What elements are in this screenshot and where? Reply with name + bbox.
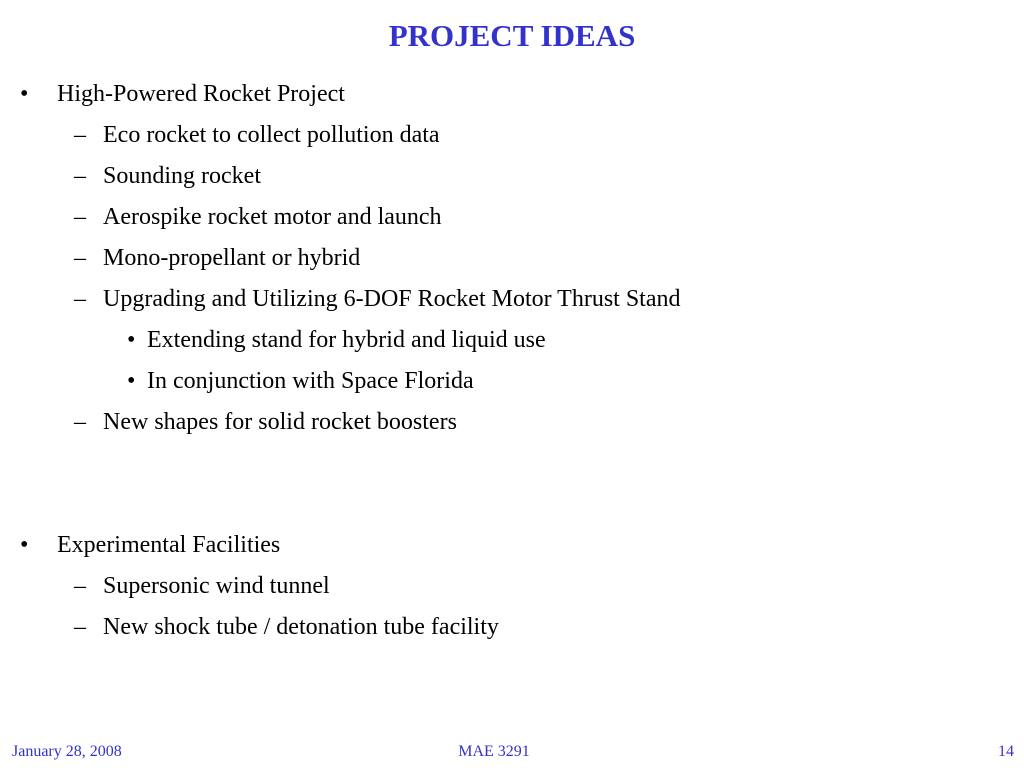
sub-bullet-item <box>74 571 330 601</box>
footer-date: January 28, 2008 <box>12 743 122 760</box>
sub-bullet-text: Mono-propellant or hybrid <box>103 245 361 271</box>
dash-marker: – <box>74 573 86 599</box>
page-number: 14 <box>998 743 1014 760</box>
footer-course: MAE 3291 <box>458 743 530 760</box>
bullet-marker: • <box>127 327 136 353</box>
sub-bullet-text: Eco rocket to collect pollution data <box>103 122 440 148</box>
sub-bullet-text: New shock tube / detonation tube facility <box>103 614 499 640</box>
bullet-item <box>20 79 345 109</box>
sub-bullet-item <box>74 407 457 437</box>
bullet-marker: • <box>127 368 136 394</box>
sub-bullet-text: Sounding rocket <box>103 163 261 189</box>
sub-sub-bullet-item <box>127 366 474 396</box>
bullet-text: High-Powered Rocket Project <box>57 81 345 107</box>
sub-bullet-text: New shapes for solid rocket boosters <box>103 409 457 435</box>
bullet-marker: • <box>20 532 29 558</box>
sub-sub-bullet-text: In conjunction with Space Florida <box>147 368 474 394</box>
sub-sub-bullet-item <box>127 325 546 355</box>
dash-marker: – <box>74 286 86 312</box>
sub-bullet-item <box>74 612 499 642</box>
sub-bullet-item <box>74 161 261 191</box>
dash-marker: – <box>74 163 86 189</box>
dash-marker: – <box>74 204 86 230</box>
sub-bullet-text: Aerospike rocket motor and launch <box>103 204 442 230</box>
bullet-item <box>20 530 281 560</box>
sub-bullet-item <box>74 202 442 232</box>
dash-marker: – <box>74 614 86 640</box>
slide-title: PROJECT IDEAS <box>388 18 636 53</box>
dash-marker: – <box>74 409 86 435</box>
dash-marker: – <box>74 245 86 271</box>
sub-bullet-text: Upgrading and Utilizing 6-DOF Rocket Motor Thrust Stand <box>103 286 681 312</box>
sub-bullet-item <box>74 120 440 150</box>
sub-bullet-item <box>74 284 681 314</box>
sub-bullet-text: Supersonic wind tunnel <box>103 573 330 599</box>
sub-sub-bullet-text: Extending stand for hybrid and liquid use <box>147 327 546 353</box>
bullet-marker: • <box>20 81 29 107</box>
bullet-text: Experimental Facilities <box>57 532 281 558</box>
sub-bullet-item <box>74 243 361 273</box>
dash-marker: – <box>74 122 86 148</box>
